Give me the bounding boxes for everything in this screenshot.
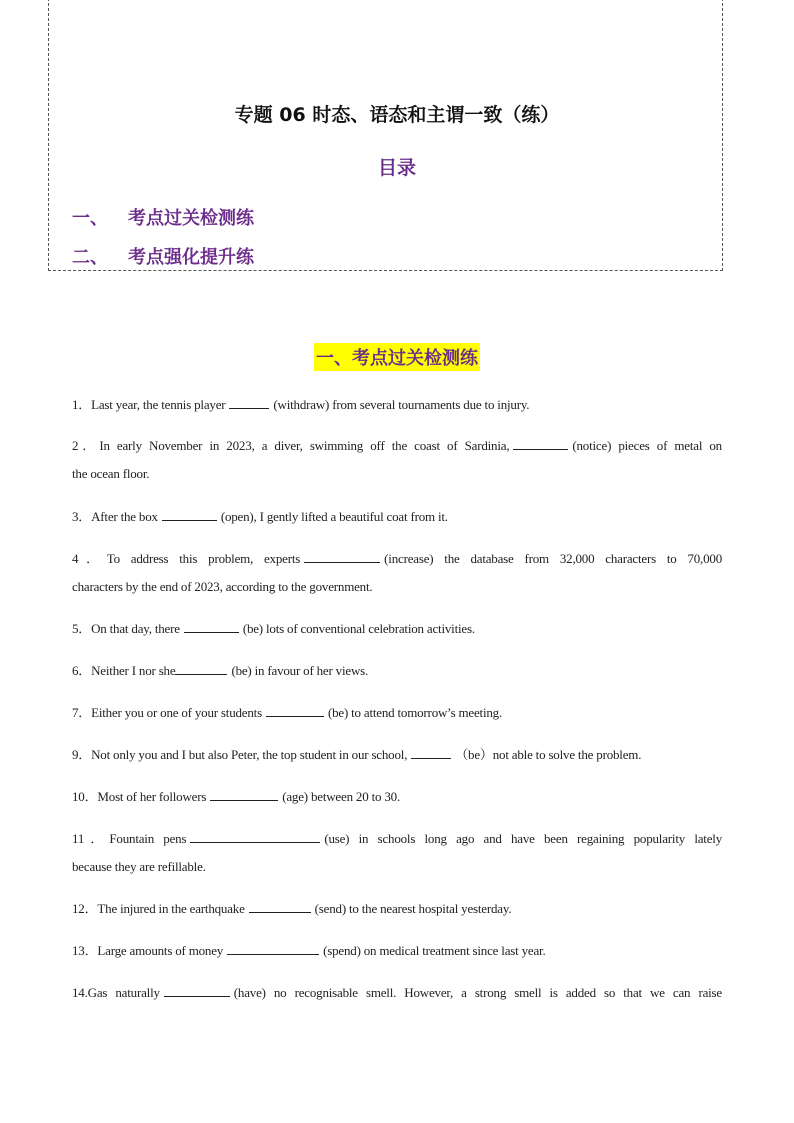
toc-heading: 目录	[377, 157, 416, 179]
question-hint: （be）not able to solve the problem.	[455, 747, 642, 762]
question-hint: (be) in favour of her views.	[231, 663, 369, 678]
question-6	[72, 657, 722, 685]
toc-item-number: 一、	[72, 208, 108, 229]
question-number: 4．	[72, 551, 107, 566]
question-9	[72, 741, 722, 769]
section-heading: 一、考点过关检测练	[314, 343, 480, 371]
question-number: 3．	[72, 509, 92, 524]
toc-item-label: 考点过关检测练	[128, 208, 254, 229]
document-title: 专题 06 时态、语态和主谓一致（练）	[234, 104, 560, 126]
question-text: Large amounts of money	[97, 943, 224, 958]
question-hint: (be) to attend tomorrow’s meeting.	[327, 705, 503, 720]
answer-blank[interactable]	[175, 662, 227, 675]
question-14	[72, 979, 722, 1007]
answer-blank[interactable]	[227, 942, 319, 955]
question-1	[72, 391, 722, 419]
answer-blank[interactable]	[411, 746, 451, 759]
toc-item-1[interactable]	[72, 204, 254, 230]
question-7	[72, 699, 722, 727]
answer-blank[interactable]	[164, 984, 230, 997]
question-hint: (spend) on medical treatment since last year.	[323, 943, 546, 958]
question-text: To address this problem, experts	[106, 551, 301, 566]
question-continuation: characters by the end of 2023, according to the government.	[72, 579, 373, 594]
question-hint: (use) in schools long ago and have been regaining popularity lately	[324, 831, 722, 846]
question-number: 2．	[72, 438, 100, 453]
answer-blank[interactable]	[266, 704, 324, 717]
question-text: Either you or one of your students	[91, 705, 262, 720]
question-hint: (open), I gently lifted a beautiful coat from it.	[220, 509, 448, 524]
question-continuation: the ocean floor.	[72, 466, 150, 481]
question-text: On that day, there	[91, 621, 180, 636]
question-hint: (age) between 20 to 30.	[282, 789, 400, 804]
question-number: 13．	[72, 943, 98, 958]
answer-blank[interactable]	[513, 437, 568, 450]
question-hint: (send) to the nearest hospital yesterday.	[314, 901, 512, 916]
answer-blank[interactable]	[210, 788, 278, 801]
answer-blank[interactable]	[184, 620, 239, 633]
question-11	[72, 825, 722, 881]
question-text: In early November in 2023, a diver, swimming off the coast of Sardinia,	[99, 438, 510, 453]
question-text: Not only you and I but also Peter, the top student in our school,	[91, 747, 408, 762]
answer-blank[interactable]	[229, 396, 269, 409]
question-2	[72, 432, 722, 488]
question-number: 5．	[72, 621, 92, 636]
answer-blank[interactable]	[249, 900, 311, 913]
question-number: 9．	[72, 747, 92, 762]
header-box	[48, 0, 723, 271]
question-number: 12．	[72, 901, 98, 916]
question-10	[72, 783, 722, 811]
question-text: Last year, the tennis player	[91, 397, 226, 412]
question-text: Fountain pens	[109, 831, 187, 846]
toc-item-label: 考点强化提升练	[128, 247, 254, 268]
question-3	[72, 503, 722, 531]
question-hint: (be) lots of conventional celebration activities.	[242, 621, 475, 636]
question-number: 1．	[72, 397, 92, 412]
question-number: 6．	[72, 663, 92, 678]
answer-blank[interactable]	[304, 550, 380, 563]
question-hint: (have) no recognisable smell. However, a strong smell is added so that we can raise	[233, 985, 722, 1000]
question-number: 14.	[72, 985, 88, 1000]
question-text: Most of her followers	[97, 789, 207, 804]
toc-item-number: 二、	[72, 247, 108, 268]
question-12	[72, 895, 722, 923]
question-text: Gas naturally	[87, 985, 160, 1000]
question-hint: (notice) pieces of metal on	[572, 438, 722, 453]
question-hint: (increase) the database from 32,000 characters to 70,000	[384, 551, 722, 566]
question-5	[72, 615, 722, 643]
question-text: After the box	[91, 509, 158, 524]
question-number: 7．	[72, 705, 92, 720]
question-text: Neither I nor she	[91, 663, 176, 678]
question-number: 10．	[72, 789, 98, 804]
question-text: The injured in the earthquake	[97, 901, 245, 916]
question-hint: (withdraw) from several tournaments due to injury.	[273, 397, 530, 412]
answer-blank[interactable]	[162, 508, 217, 521]
question-13	[72, 937, 722, 965]
answer-blank[interactable]	[190, 830, 320, 843]
question-4	[72, 545, 722, 601]
toc-item-2[interactable]	[72, 243, 254, 269]
question-continuation: because they are refillable.	[72, 859, 206, 874]
question-number: 11．	[72, 831, 110, 846]
